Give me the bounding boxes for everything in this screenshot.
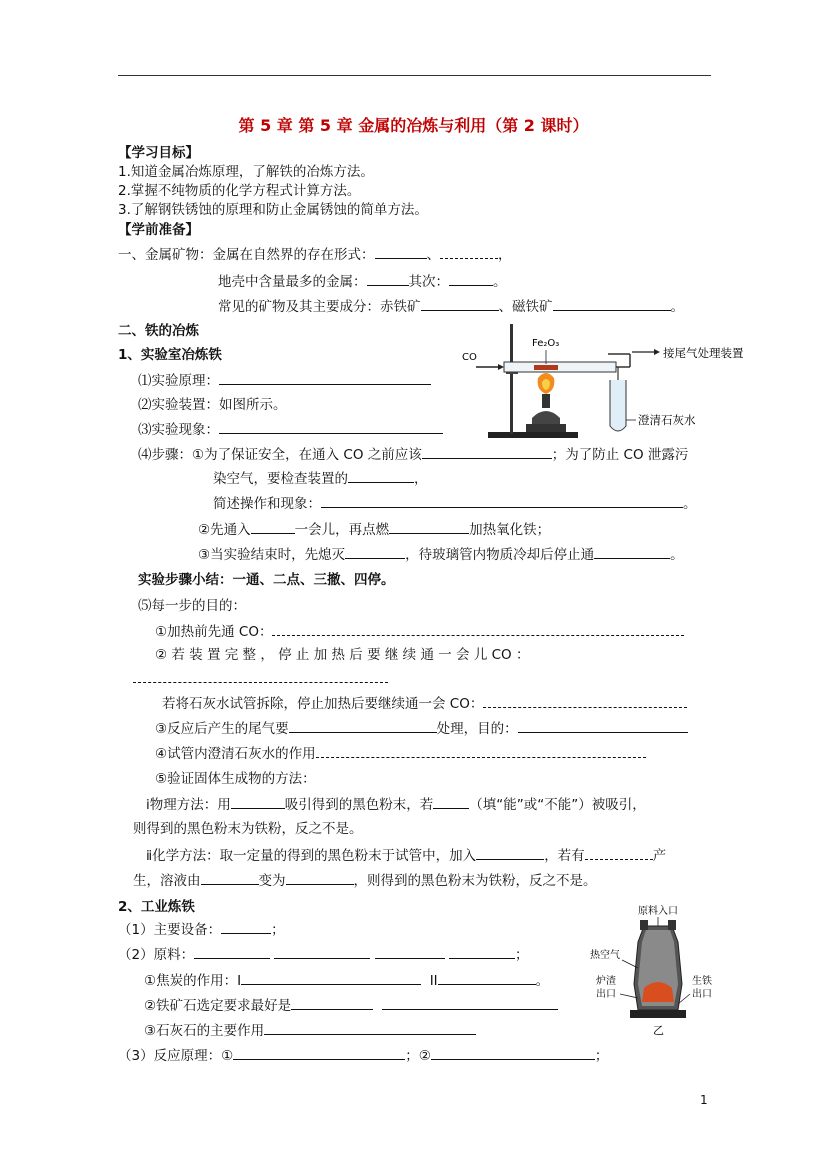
- blank-field[interactable]: [289, 719, 437, 733]
- step-1-line: [138, 445, 688, 464]
- physical-method-cont: 则得到的黑色粉末为铁粉，反之不是。: [133, 821, 363, 837]
- blank-field[interactable]: [348, 469, 414, 483]
- blank-field[interactable]: [382, 996, 558, 1010]
- blank-field[interactable]: [449, 945, 515, 959]
- raw-materials-label: （2）原料：: [118, 947, 195, 963]
- blank-field[interactable]: [291, 996, 373, 1010]
- page-number: 1: [700, 1093, 708, 1107]
- prep-line-2-text: 地壳中含量最多的金属：: [218, 274, 367, 290]
- figure-caption: 乙: [653, 1024, 664, 1037]
- burner-stand: [526, 424, 566, 432]
- blank-field[interactable]: [272, 622, 684, 636]
- reaction-principle-text: （3）反应原理：①: [118, 1048, 234, 1064]
- purpose-3-line: [162, 694, 687, 713]
- blank-field[interactable]: [233, 1046, 405, 1060]
- co-arrowhead: [498, 364, 504, 370]
- blank-field[interactable]: [476, 846, 544, 860]
- physical-method-line: [146, 795, 646, 814]
- blank-field[interactable]: [375, 245, 427, 259]
- purpose-5-text: ④试管内澄清石灰水的作用: [155, 746, 316, 762]
- blank-field[interactable]: [438, 971, 536, 985]
- purpose-2-line: ② 若 装 置 完 整 ， 停 止 加 热 后 要 继 续 通 一 会 儿 CO ：: [155, 647, 530, 663]
- chemical-method-line: [146, 846, 666, 865]
- describe-label: 简述操作和现象：: [213, 496, 321, 512]
- chemical-cont-text-b: 变为: [258, 873, 286, 889]
- industrial-smelting-heading: 2、工业炼铁: [118, 899, 195, 915]
- glass-tube: [504, 362, 616, 372]
- step-2-text-c: 加热氧化铁；: [469, 522, 551, 538]
- raw-materials-line: [118, 945, 528, 964]
- punct: ，: [498, 247, 512, 263]
- goals-heading: 【学习目标】: [118, 145, 199, 161]
- chemical-cont-text-c: ，则得到的黑色粉末为铁粉，反之不是。: [353, 873, 597, 889]
- blank-field[interactable]: [585, 846, 653, 860]
- step-2-text-b: 一会儿，再点燃: [294, 522, 390, 538]
- lab-smelting-heading: 1、实验室冶炼铁: [118, 347, 222, 363]
- prep-line-3-text-b: 、磁铁矿: [498, 299, 553, 315]
- blast-furnace-figure: [586, 902, 726, 1042]
- blank-field[interactable]: [375, 945, 445, 959]
- equipment-label: （1）主要设备：: [118, 922, 222, 938]
- furnace-base: [630, 1010, 686, 1018]
- punct: ，: [414, 471, 428, 487]
- blank-field[interactable]: [421, 297, 499, 311]
- steps-summary: 实验步骤小结：一通、二点、三撤、四停。: [138, 572, 395, 588]
- blank-field[interactable]: [594, 545, 670, 559]
- step-1-text: ⑷步骤：①为了保证安全，在通入 CO 之前应该: [138, 447, 422, 463]
- coke-role-text: ①焦炭的作用：I: [144, 973, 242, 989]
- ore-requirement-text: ②铁矿石选定要求最好是: [144, 998, 292, 1014]
- step-3-text-b: ，待玻璃管内物质冷却后停止通: [405, 547, 595, 563]
- chemical-method-cont: [133, 871, 597, 890]
- iron-label-2: 出口: [692, 989, 712, 1000]
- purpose-5-line: [155, 744, 646, 763]
- fe2o3-sample: [534, 365, 558, 370]
- reaction-principle-text-b: ；②: [405, 1048, 431, 1064]
- goal-item-3: 3.了解钢铁锈蚀的原理和防止金属锈蚀的简单方法。: [118, 202, 428, 218]
- step-2-line: [198, 520, 550, 539]
- blank-field[interactable]: [316, 744, 646, 758]
- purpose-4-text: ③反应后产生的尾气要: [155, 721, 289, 737]
- chemical-method-text-c: 产: [652, 848, 667, 864]
- coke-role-ii: II: [429, 973, 438, 989]
- physical-method-text-c: （填“能”或“不能”）被吸引，: [469, 797, 646, 813]
- tail-arrowhead: [654, 349, 660, 355]
- blank-field[interactable]: [449, 272, 493, 286]
- header-rule: [118, 75, 711, 76]
- apparatus-line: ⑵实验装置：如图所示。: [138, 397, 287, 413]
- blank-field[interactable]: [231, 795, 285, 809]
- step-1-cont-text: 染空气，要检查装置的: [213, 471, 348, 487]
- limestone-role-line: [144, 1021, 476, 1040]
- chemical-cont-text: 生，溶液由: [133, 873, 201, 889]
- prep-line-3-text: 常见的矿物及其主要成分：赤铁矿: [218, 299, 421, 315]
- punct: 。: [683, 496, 697, 512]
- purpose-heading: ⑸每一步的目的：: [138, 598, 246, 614]
- prep-heading: 【学前准备】: [118, 222, 199, 238]
- blank-field[interactable]: [367, 272, 409, 286]
- hot-air-label: 热空气: [590, 950, 620, 961]
- blank-field[interactable]: [483, 694, 687, 708]
- blank-field[interactable]: [286, 871, 354, 885]
- purpose-2-blank-line: [133, 669, 388, 688]
- prep-line-1-text: 一、金属矿物：金属在自然界的存在形式：: [118, 247, 375, 263]
- blank-field[interactable]: [321, 494, 683, 508]
- punct: 。: [670, 547, 684, 563]
- limewater-label: 澄清石灰水: [638, 413, 696, 427]
- step-3-line: [198, 545, 684, 564]
- ore-requirement-line: [144, 996, 558, 1015]
- purpose-4-text-b: 处理，目的：: [436, 721, 518, 737]
- burner-lamp: [532, 411, 560, 424]
- blank-field[interactable]: [518, 719, 688, 733]
- blank-field[interactable]: [219, 371, 431, 385]
- step-1-cont-line: [213, 469, 428, 488]
- blank-field[interactable]: [241, 971, 421, 985]
- blank-field[interactable]: [553, 297, 671, 311]
- tail-gas-label: 接尾气处理装置: [663, 346, 744, 360]
- coke-role-line: [144, 971, 549, 990]
- blank-field[interactable]: [440, 245, 498, 259]
- equipment-line: [118, 920, 285, 939]
- blank-field[interactable]: [251, 520, 295, 534]
- slag-label-2: 出口: [596, 989, 616, 1000]
- blank-field[interactable]: [274, 945, 370, 959]
- blank-field[interactable]: [264, 1021, 476, 1035]
- punct: 。: [670, 299, 684, 315]
- chemical-method-text: ⅱ化学方法：取一定量的得到的黑色粉末于试管中，加入: [146, 848, 477, 864]
- punct: ；: [514, 947, 529, 963]
- purpose-4-line: [155, 719, 688, 738]
- stand-base: [488, 432, 578, 438]
- phenomenon-line: [138, 420, 443, 439]
- physical-method-text: ⅰ物理方法：用: [146, 797, 231, 813]
- punct: ；: [594, 1048, 609, 1064]
- co-label: CO: [462, 352, 477, 363]
- lab-apparatus-figure: [458, 322, 758, 442]
- inlet-label: 原料入口: [638, 906, 678, 917]
- furnace-top-left: [640, 920, 648, 930]
- physical-method-text-b: 吸引得到的黑色粉末，若: [284, 797, 434, 813]
- principle-label: ⑴实验原理：: [138, 373, 219, 389]
- goal-item-2: 2.掌握不纯物质的化学方程式计算方法。: [118, 183, 361, 199]
- goal-item-1: 1.知道金属冶炼原理，了解铁的冶炼方法。: [118, 164, 374, 180]
- section-iron-smelting-heading: 二、铁的冶炼: [118, 323, 199, 339]
- prep-line-2-text-b: 其次：: [408, 274, 449, 290]
- blank-field[interactable]: [219, 420, 443, 434]
- punct: 。: [535, 973, 550, 989]
- verify-heading: ⑤验证固体生成物的方法：: [155, 771, 316, 787]
- blank-field[interactable]: [422, 445, 552, 459]
- step-3-text: ③当实验结束时，先熄灭: [198, 547, 346, 563]
- blank-field[interactable]: [431, 1046, 595, 1060]
- blank-field[interactable]: [201, 871, 259, 885]
- chemical-method-text-b: ，若有: [544, 848, 585, 864]
- blank-field[interactable]: [345, 545, 405, 559]
- stand-rod: [510, 324, 513, 434]
- step-1-describe-line: [213, 494, 697, 513]
- principle-line: [138, 371, 431, 390]
- slag-label-1: 炉渣: [596, 976, 616, 987]
- burner-neck: [542, 394, 550, 408]
- purpose-3-text: 若将石灰水试管拆除，停止加热后要继续通一会 CO：: [162, 696, 484, 712]
- blank-field[interactable]: [433, 795, 469, 809]
- limestone-role-text: ③石灰石的主要作用: [144, 1023, 265, 1039]
- step-2-text: ②先通入: [198, 522, 251, 538]
- blank-field[interactable]: [133, 669, 388, 683]
- limewater-test-tube: [610, 380, 626, 431]
- separator: 、: [426, 247, 440, 263]
- prep-line-3: [218, 297, 684, 316]
- blank-field[interactable]: [194, 945, 270, 959]
- phenomenon-label: ⑶实验现象：: [138, 422, 219, 438]
- blank-field[interactable]: [221, 920, 271, 934]
- blank-field[interactable]: [389, 520, 469, 534]
- page-title: 第 5 章 第 5 章 金属的冶炼与利用（第 2 课时）: [238, 116, 589, 135]
- punct: ；: [271, 922, 285, 938]
- purpose-1-text: ①加热前先通 CO：: [155, 624, 273, 640]
- prep-line-2: [218, 272, 507, 291]
- fe2o3-label: Fe₂O₃: [532, 338, 560, 349]
- purpose-1-line: [155, 622, 684, 641]
- reaction-principle-line: [118, 1046, 608, 1065]
- prep-line-1: [118, 245, 512, 264]
- furnace-top-right: [668, 920, 676, 930]
- punct: 。: [493, 274, 507, 290]
- iron-label-1: 生铁: [692, 976, 712, 987]
- step-1-text-b: ；为了防止 CO 泄露污: [551, 447, 689, 463]
